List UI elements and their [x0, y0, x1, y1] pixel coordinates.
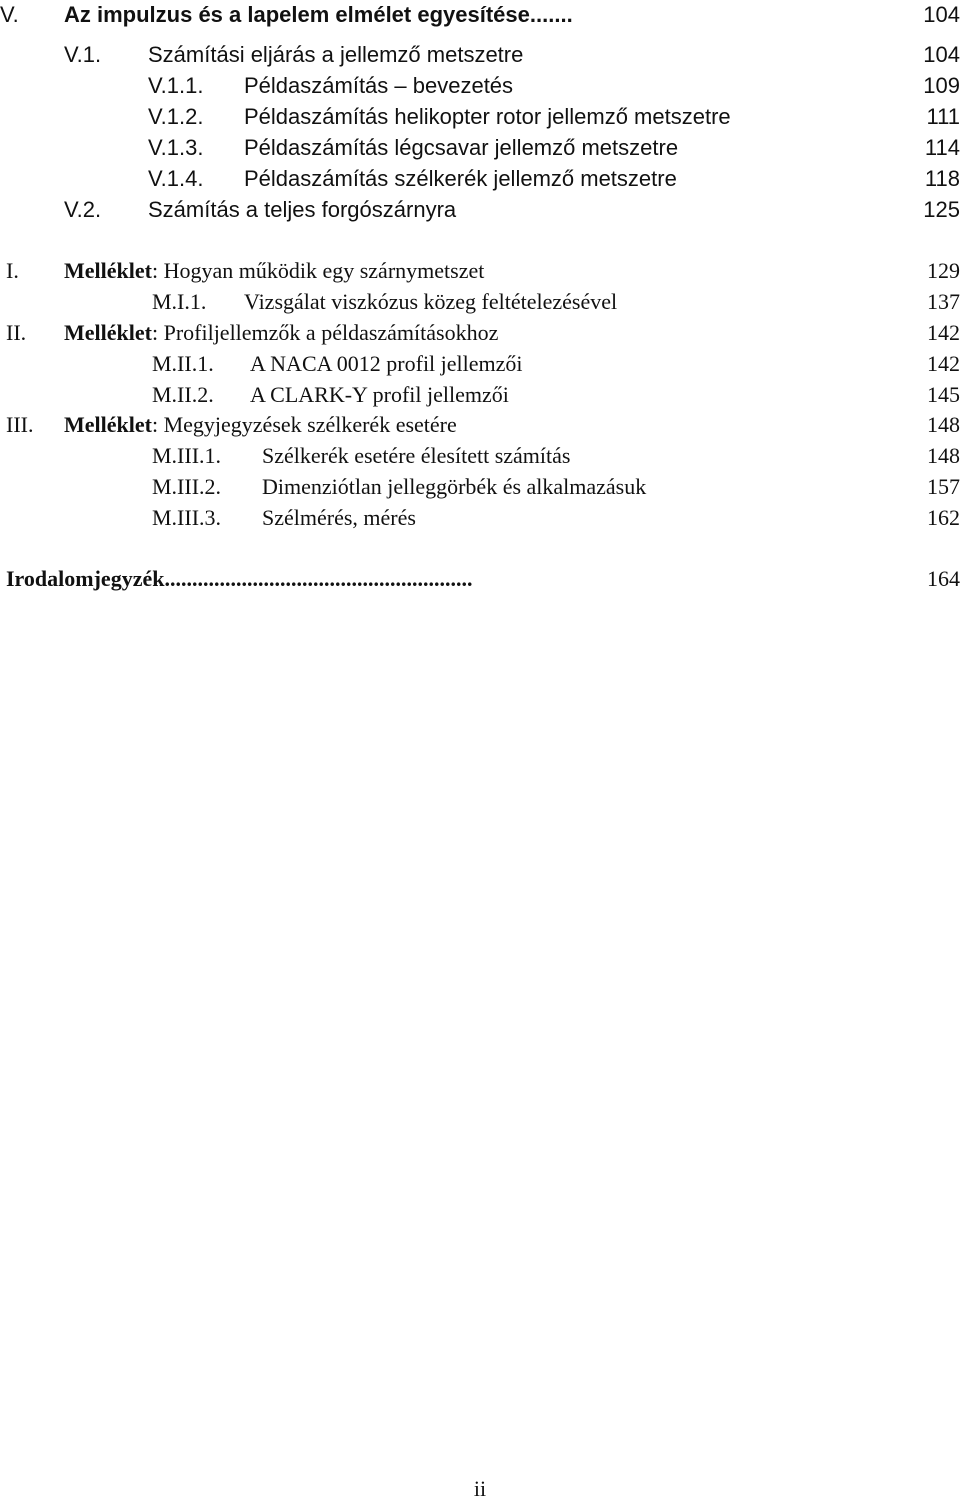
- toc-page: 104: [923, 2, 960, 27]
- toc-number: II.: [6, 320, 27, 345]
- toc-title: Dimenziótlan jelleggörbék és alkalmazásuk: [262, 474, 647, 499]
- toc-number: M.III.1.: [152, 443, 222, 468]
- toc-page: 129: [927, 258, 960, 283]
- toc-number: V.1.4.: [148, 166, 204, 191]
- toc-page: 142: [927, 351, 960, 376]
- appendix-label: Melléklet: [64, 412, 152, 437]
- toc-page: 164: [927, 566, 960, 591]
- toc-appendix-iii[interactable]: [0, 410, 960, 440]
- toc-section[interactable]: [0, 71, 960, 101]
- toc-section[interactable]: [0, 195, 960, 225]
- toc-page: 148: [927, 443, 960, 468]
- toc-title: A NACA 0012 profil jellemzői: [250, 351, 523, 376]
- toc-number: M.II.1.: [152, 351, 214, 376]
- toc-page: 114: [924, 135, 960, 160]
- toc-number: V.1.2.: [148, 104, 204, 129]
- toc-title: A CLARK-Y profil jellemzői: [250, 382, 509, 407]
- toc-appendix-ii[interactable]: [0, 318, 960, 348]
- toc-appendix-title: [64, 318, 498, 348]
- toc-subsection[interactable]: [0, 287, 960, 317]
- toc-subsection[interactable]: [0, 441, 960, 471]
- appendix-label: Melléklet: [64, 320, 152, 345]
- toc-title: Példaszámítás helikopter rotor jellemző metszetre: [244, 104, 731, 129]
- toc-title: Példaszámítás – bevezetés: [244, 73, 514, 98]
- page-number-footer: ii: [473, 1476, 487, 1501]
- appendix-title-text: : Hogyan működik egy szárnymetszet: [151, 258, 485, 283]
- toc-title: Szélmérés, mérés: [262, 505, 416, 530]
- toc-chapter-v[interactable]: [0, 0, 960, 30]
- appendix-title-text: : Megyjegyzések szélkerék esetére: [151, 412, 457, 437]
- toc-number: V.: [0, 2, 19, 27]
- toc-number: M.II.2.: [152, 382, 214, 407]
- toc-page: 157: [927, 474, 960, 499]
- toc-page: 148: [927, 412, 960, 437]
- toc-number: M.I.1.: [152, 289, 207, 314]
- toc-page: 111: [926, 104, 960, 129]
- toc-section[interactable]: [0, 133, 960, 163]
- toc-number: I.: [6, 258, 19, 283]
- toc-number: V.1.3.: [148, 135, 204, 160]
- toc-page: 137: [927, 289, 960, 314]
- toc-page: 109: [923, 73, 960, 98]
- toc-section[interactable]: [0, 40, 960, 70]
- toc-number: III.: [6, 412, 34, 437]
- toc-chapter-title: [64, 0, 573, 30]
- toc-page: 142: [927, 320, 960, 345]
- toc-bibliography[interactable]: [0, 564, 960, 594]
- toc-page: 125: [923, 197, 960, 222]
- toc-subsection[interactable]: [0, 349, 960, 379]
- toc-subsection[interactable]: [0, 503, 960, 533]
- appendix-label: Melléklet: [64, 258, 152, 283]
- appendix-title-text: : Profiljellemzők a példaszámításokhoz: [151, 320, 499, 345]
- toc-leader: .......: [529, 2, 573, 27]
- toc-leader: ........................................................: [164, 566, 473, 591]
- toc-appendix-i[interactable]: [0, 256, 960, 286]
- toc-number: V.1.1.: [148, 73, 204, 98]
- toc-title: Példaszámítás légcsavar jellemző metszetre: [244, 135, 679, 160]
- toc-section[interactable]: [0, 164, 960, 194]
- toc-page: 104: [923, 42, 960, 67]
- toc-number: M.III.2.: [152, 474, 222, 499]
- toc-appendix-title: [64, 256, 484, 286]
- toc-title: Példaszámítás szélkerék jellemző metszetre: [244, 166, 677, 191]
- toc-title: Számítási eljárás a jellemző metszetre: [148, 42, 524, 67]
- toc-chapter-title-text: Az impulzus és a lapelem elmélet egyesítése: [64, 2, 530, 27]
- toc-page: 118: [924, 166, 960, 191]
- toc-title: Vizsgálat viszkózus közeg feltételezésével: [244, 289, 618, 314]
- toc-section[interactable]: [0, 102, 960, 132]
- toc-title: Szélkerék esetére élesített számítás: [262, 443, 571, 468]
- toc-bibliography-title: [6, 564, 472, 594]
- toc-number: V.1.: [64, 42, 102, 67]
- toc-number: M.III.3.: [152, 505, 222, 530]
- toc-page: 162: [927, 505, 960, 530]
- toc-subsection[interactable]: [0, 380, 960, 410]
- bibliography-title-text: Irodalomjegyzék: [6, 566, 165, 591]
- toc-title: Számítás a teljes forgószárnyra: [148, 197, 457, 222]
- toc-number: V.2.: [64, 197, 102, 222]
- toc-appendix-title: [64, 410, 457, 440]
- toc-page: 145: [927, 382, 960, 407]
- toc-subsection[interactable]: [0, 472, 960, 502]
